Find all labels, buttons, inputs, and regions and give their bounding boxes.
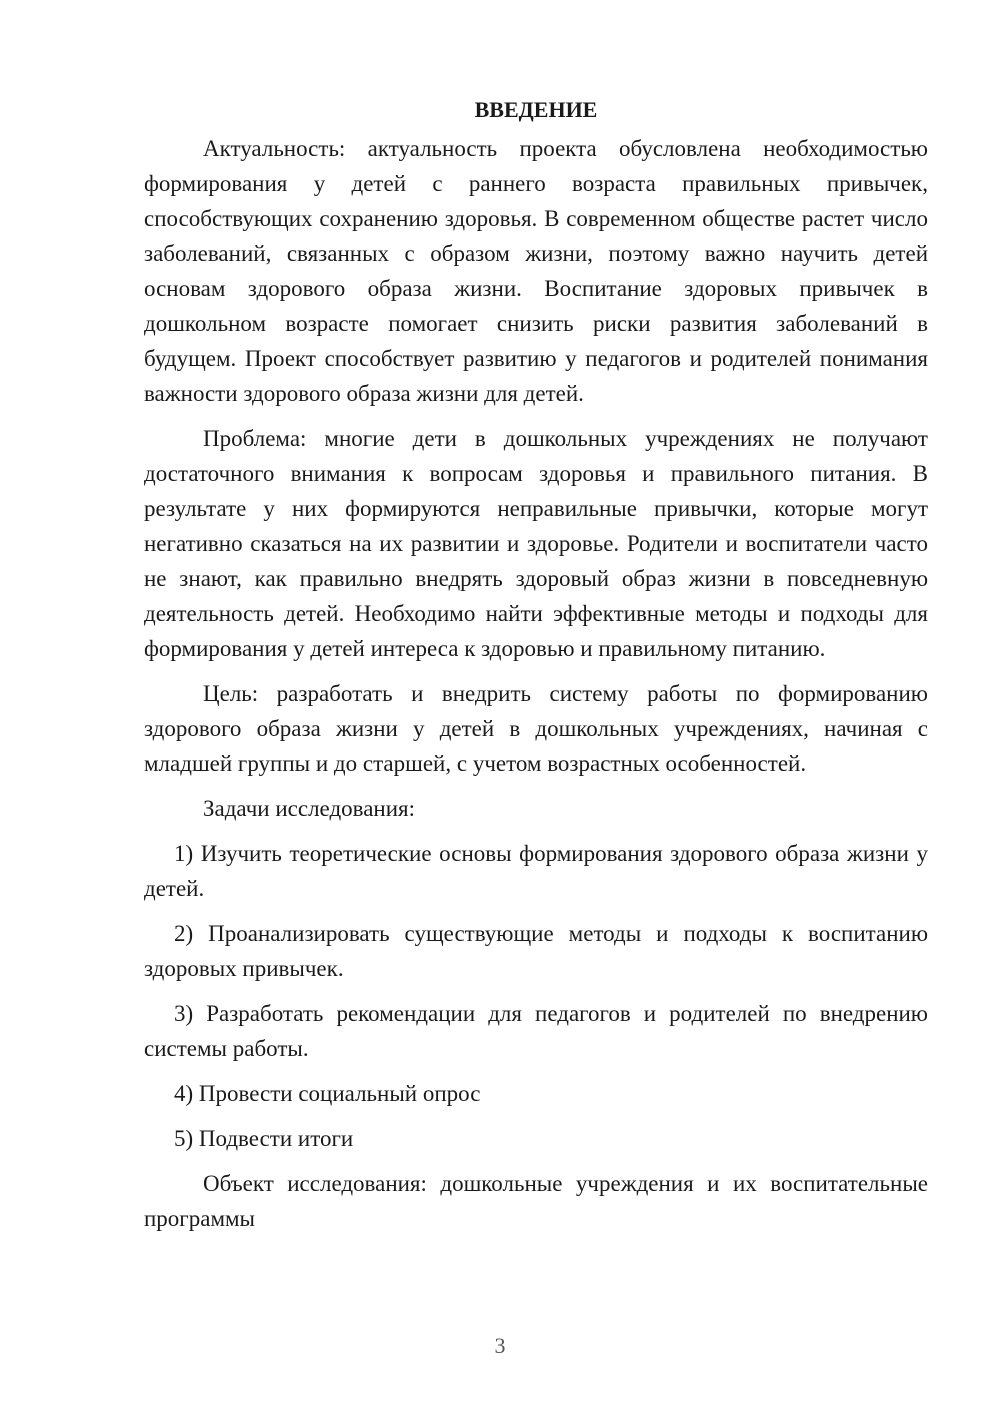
page-number: 3 — [494, 1333, 506, 1358]
task-item: 2) Проанализировать существующие методы и подходы к воспитанию здоровых привычек. — [144, 921, 928, 981]
task-item: 3) Разработать рекомендации для педагогов и родителей по внедрению системы работы. — [144, 1001, 928, 1061]
tasks-heading: Задачи исследования: — [203, 796, 416, 821]
object-paragraph: Объект исследования: дошкольные учреждения и их воспитательные программы — [144, 1171, 928, 1231]
task-item: 5) Подвести итоги — [174, 1126, 354, 1151]
task-item: 1) Изучить теоретические основы формирования здорового образа жизни у детей. — [144, 841, 928, 901]
problem-paragraph: Проблема: многие дети в дошкольных учреждениях не получают достаточного внимания к вопросам здоровья и правильного питания. В результате у них формируются неправильные привычки, которые могут негативно сказаться на их развитии и здоровье. Родители и воспитатели часто не знают, как правильно внедрять здоровый образ жизни в повседневную деятельность детей. Необходимо найти эффективные методы и подходы для формирования у детей интереса к здоровью и правильному питанию. — [144, 426, 928, 661]
goal-paragraph: Цель: разработать и внедрить систему работы по формированию здорового образа жизни у детей в дошкольных учреждениях, начиная с младшей группы и до старшей, с учетом возрастных особенностей. — [144, 681, 928, 776]
task-item: 4) Провести социальный опрос — [174, 1081, 481, 1106]
page-content — [144, 95, 928, 1246]
relevance-paragraph: Актуальность: актуальность проекта обусловлена необходимостью формирования у детей с раннего возраста правильных привычек, способствующих сохранению здоровья. В современном обществе растет число заболеваний, связанных с образом жизни, поэтому важно научить детей основам здорового образа жизни. Воспитание здоровых привычек в дошкольном возрасте помогает снизить риски развития заболеваний в будущем. Проект способствует развитию у педагогов и родителей понимания важности здорового образа жизни для детей. — [144, 136, 928, 406]
section-title: ВВЕДЕНИЕ — [474, 97, 598, 122]
